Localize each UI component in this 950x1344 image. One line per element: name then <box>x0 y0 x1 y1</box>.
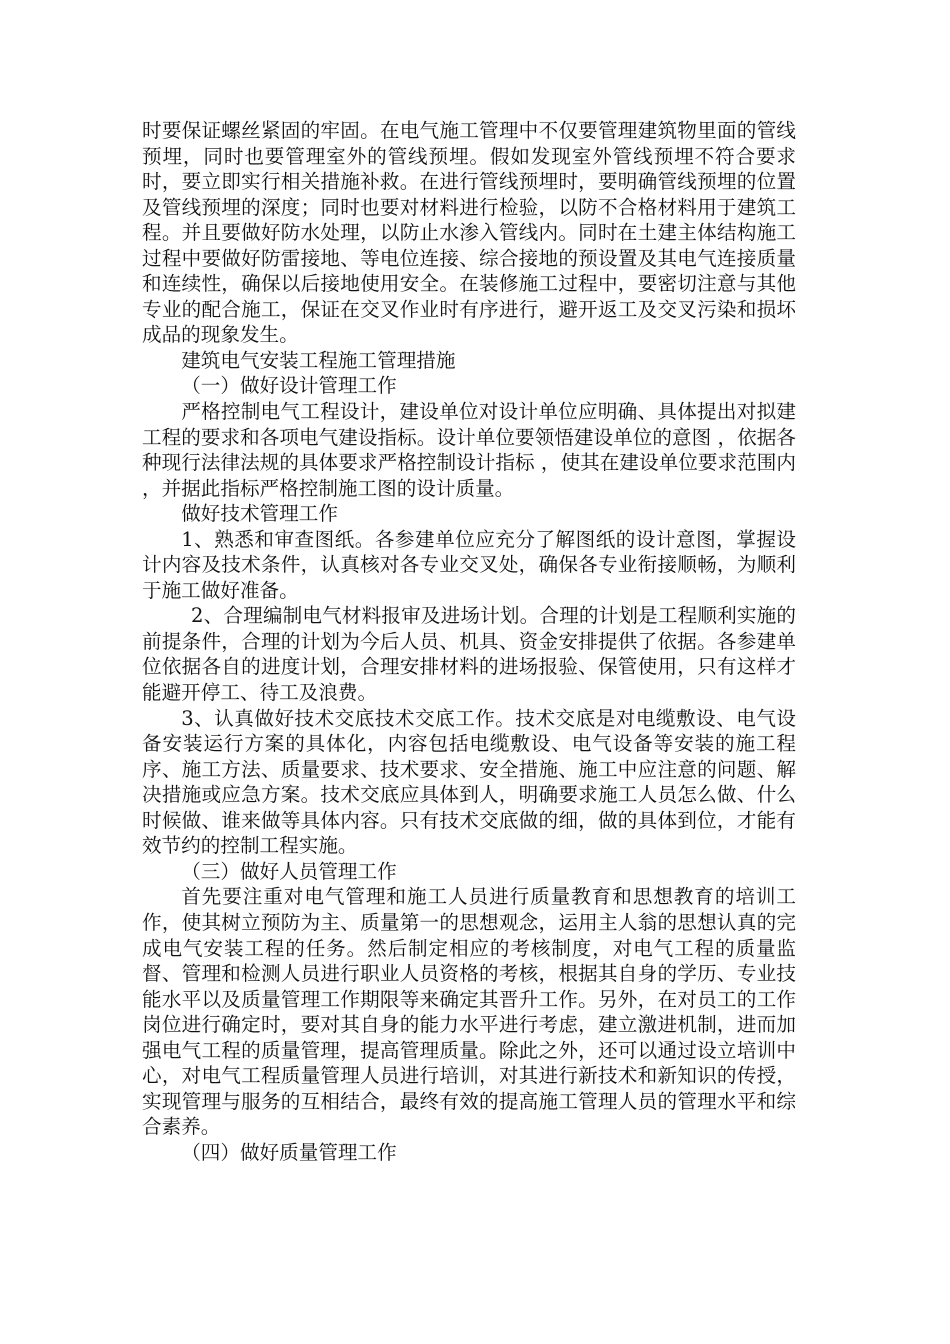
heading-quality-management: （四）做好质量管理工作 <box>181 1140 397 1164</box>
paragraph-design-control: 严格控制电气工程设计，建设单位对设计单位应明确、具体提出对拟建工程的要求和各项电气建设指标。设计单位要领悟建设单位的意图 ，依据各种现行法律法规的具体要求严格控制设计指标 ，使其在建设单位要求范围内 ，并据此指标严格控制施工图的设计质量。 <box>142 400 796 500</box>
paragraph-review-drawings: 1、熟悉和审查图纸。各参建单位应充分了解图纸的设计意图，掌握设计内容及技术条件，认真核对各专业交叉处，确保各专业衔接顺畅，为顺利于施工做好准备。 <box>142 527 796 602</box>
heading-design-management: （一）做好设计管理工作 <box>181 374 397 398</box>
document-page <box>142 118 796 1165</box>
paragraph-material-plan: 2、合理编制电气材料报审及进场计划。合理的计划是工程顺利实施的前提条件，合理的计划为今后人员、机具、资金安排提供了依据。各参建单位依据各自的进度计划，合理安排材料的进场报验、保管使用，只有这样才能避开停工、待工及浪费。 <box>142 604 796 705</box>
heading-personnel-management: （三）做好人员管理工作 <box>181 859 397 883</box>
heading-management-measures: 建筑电气安装工程施工管理措施 <box>181 348 456 372</box>
paragraph-technical-disclosure: 3、认真做好技术交底技术交底工作。技术交底是对电缆敷设、电气设备安装运行方案的具体化，内容包括电缆敷设、电气设备等安装的施工程序、施工方法、质量要求、技术要求、安全措施、施工中应注意的问题、解决措施或应急方案。技术交底应具体到人，明确要求施工人员怎么做、什么时候做、谁来做等具体内容。只有技术交底做的细，做的具体到位，才能有效节约的控制工程实施。 <box>142 706 796 858</box>
paragraph-personnel-training: 首先要注重对电气管理和施工人员进行质量教育和思想教育的培训工作，使其树立预防为主、质量第一的思想观念，运用主人翁的思想认真的完成电气安装工程的任务。然后制定相应的考核制度，对电气工程的质量监督、管理和检测人员进行职业人员资格的考核，根据其自身的学历、专业技能水平以及质量管理工作期限等来确定其晋升工作。另外，在对员工的工作岗位进行确定时，要对其自身的能力水平进行考虑，建立激进机制，进而加强电气工程的质量管理，提高管理质量。除此之外，还可以通过设立培训中心，对电气工程质量管理人员进行培训，对其进行新技术和新知识的传授，实现管理与服务的互相结合，最终有效的提高施工管理人员的管理水平和综合素养。 <box>142 885 796 1139</box>
heading-technical-management: 做好技术管理工作 <box>181 502 338 526</box>
paragraph-pipeline-embedding: 时要保证螺丝紧固的牢固。在电气施工管理中不仅要管理建筑物里面的管线预埋，同时也要管理室外的管线预埋。假如发现室外管线预埋不符合要求时，要立即实行相关措施补救。在进行管线预埋时，要明确管线预埋的位置及管线预埋的深度；同时也要对材料进行检验，以防不合格材料用于建筑工程。并且要做好防水处理，以防止水渗入管线内。同时在土建主体结构施工过程中要做好防雷接地、等电位连接、综合接地的预设置及其电气连接质量和连续性，确保以后接地使用安全。在装修施工过程中，要密切注意与其他专业的配合施工，保证在交叉作业时有序进行，避开返工及交叉污染和损坏成品的现象发生。 <box>142 119 796 347</box>
